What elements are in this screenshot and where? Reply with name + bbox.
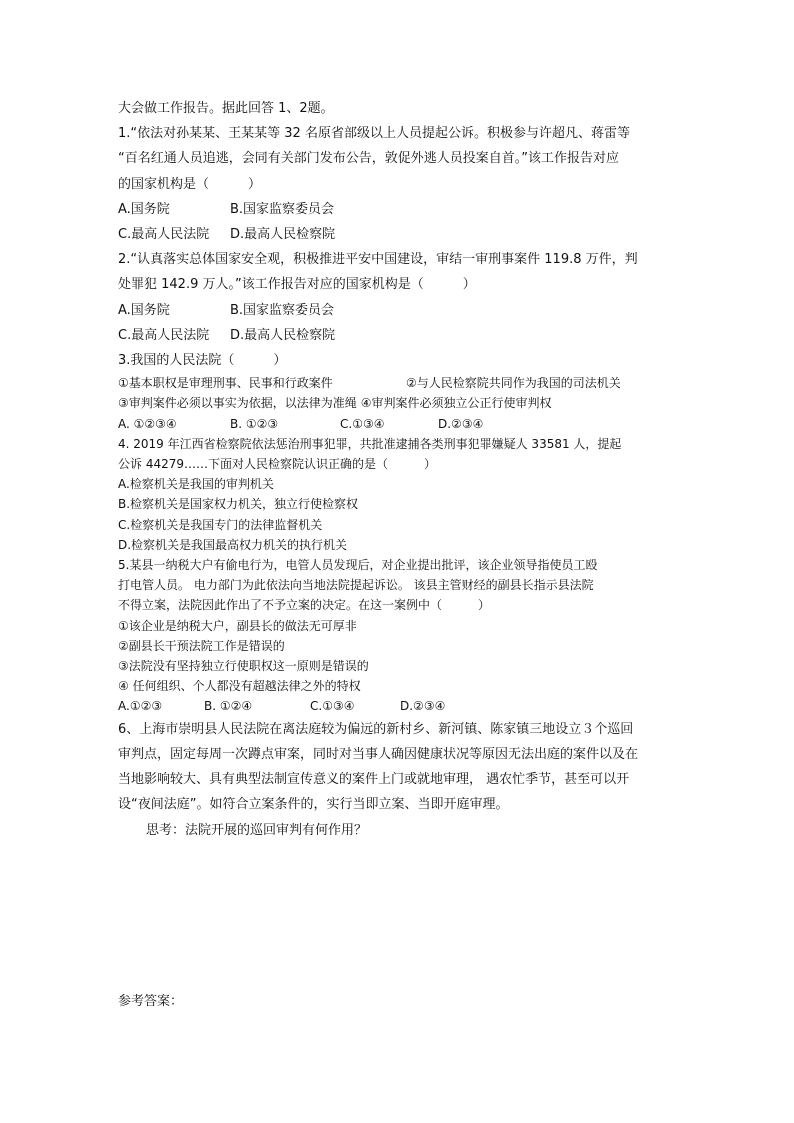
q6-think-question: 思考：法院开展的巡回审判有何作用？ [146, 822, 368, 838]
q4-choice-a: A.检察机关是我国的审判机关 [118, 477, 274, 492]
q2-option-b: B.国家监察委员会 [230, 302, 335, 318]
question-1 [118, 121, 688, 247]
q5-line-1: 5.某县一纳税大户有偷电行为，电管人员发现后，对企业提出批评，该企业领导指使员工殴 [118, 558, 598, 573]
q3-stem: 3.我国的人民法院（ ） [118, 353, 287, 369]
q1-options-row-1 [118, 197, 688, 222]
q1-line-3: 的国家机构是（ ） [118, 176, 262, 192]
q5-option-d: D.②③④ [400, 699, 446, 714]
q6-line-4: 设“夜间法庭”。如符合立案条件的，实行当即立案、当即开庭审理。 [118, 797, 509, 813]
q5-line-3: 不得立案，法院因此作出了不予立案的决定。在这一案例中（ ） [118, 598, 491, 613]
q5-statement-3: ③法院没有坚持独立行使职权这一原则是错误的 [118, 659, 369, 674]
q1-line-2: “百名红通人员追逃，会同有关部门发布公告，敦促外逃人员投案自首。”该工作报告对应 [118, 151, 619, 167]
q3-option-c: C.①③④ [340, 416, 385, 431]
q2-line-2: 处罪犯 142.9 万人。”该工作报告对应的国家机构是（ ） [118, 277, 476, 293]
q3-statement-3: ③审判案件必须以事实为依据，以法律为准绳 [118, 396, 357, 411]
q6-line-1: 6、上海市崇明县人民法院在离法庭较为偏远的新村乡、新河镇、陈家镇三地设立３个巡回 [118, 721, 634, 737]
q3-statements-row-2 [118, 393, 688, 413]
q4-choice-b: B.检察机关是国家权力机关，独立行使检察权 [118, 497, 359, 512]
q2-option-c: C.最高人民法院 [118, 327, 210, 343]
q3-statement-2: ②与人民检察院共同作为我国的司法机关 [406, 376, 621, 391]
q2-line-1: 2.“认真落实总体国家安全观，积极推进平安中国建设，审结一审刑事案件 119.8 万件，判 [118, 252, 638, 268]
q5-statement-4: ④ 任何组织、个人都没有超越法律之外的特权 [118, 679, 361, 694]
question-5 [118, 555, 688, 717]
q3-statement-1: ①基本职权是审理刑事、民事和行政案件 [118, 376, 333, 391]
question-4 [118, 434, 688, 555]
q1-option-d: D.最高人民检察院 [230, 227, 336, 243]
document-body [118, 96, 688, 843]
question-3 [118, 348, 688, 434]
q2-option-d: D.最高人民检察院 [230, 327, 336, 343]
q3-option-a: A. ①②③④ [118, 416, 177, 431]
q6-line-3: 当地影响较大、具有典型法制宣传意义的案件上门或就地审理， 遇农忙季节，甚至可以开 [118, 772, 630, 788]
q3-statement-4: ④审判案件必须独立公正行使审判权 [360, 396, 552, 411]
q5-line-2: 打电管人员。 电力部门为此依法向当地法院提起诉讼。 该县主管财经的副县长指示县法院 [118, 578, 594, 593]
q2-options-row-1 [118, 298, 688, 323]
q4-choice-d: D.检察机关是我国最高权力机关的执行机关 [118, 537, 348, 552]
q4-line-1: 4. 2019 年江西省检察院依法惩治刑事犯罪，共批准逮捕各类刑事犯罪嫌疑人 33581 人，提起 [118, 436, 622, 451]
q5-option-c: C.①③④ [310, 699, 355, 714]
q1-option-c: C.最高人民法院 [118, 227, 210, 243]
q2-options-row-2 [118, 323, 688, 348]
q4-choice-c: C.检察机关是我国专门的法律监督机关 [118, 517, 323, 532]
q1-options-row-2 [118, 222, 688, 247]
q3-option-d: D.②③④ [438, 416, 484, 431]
q6-line-2: 审判点，固定每周一次蹲点审案，同时对当事人确因健康状况等原因无法出庭的案件以及在 [118, 746, 639, 762]
question-2 [118, 247, 688, 348]
q5-statement-2: ②副县长干预法院工作是错误的 [118, 638, 285, 653]
q5-statement-1: ①该企业是纳税大户，副县长的做法无可厚非 [118, 618, 357, 633]
q5-options-row [118, 696, 688, 716]
question-6 [118, 717, 688, 843]
q5-option-b: B. ①②④ [204, 699, 253, 714]
q1-option-a: A.国务院 [118, 201, 170, 217]
q3-option-b: B. ①②③ [230, 416, 279, 431]
q1-line-1: 1.“依法对孙某某、王某某等 32 名原省部级以上人员提起公诉。积极参与许超凡、蒋雷等 [118, 126, 630, 142]
q2-option-a: A.国务院 [118, 302, 170, 318]
q4-line-2: 公诉 44279……下面对人民检察院认识正确的是（ ） [118, 457, 436, 472]
q5-option-a: A.①②③ [118, 699, 163, 714]
q3-statements-row-1 [118, 373, 688, 393]
intro-text: 大会做工作报告。据此回答 1、2题。 [118, 101, 334, 116]
q3-options-row [118, 414, 688, 434]
reference-answer-label: 参考答案： [118, 994, 184, 1009]
q1-option-b: B.国家监察委员会 [230, 201, 335, 217]
